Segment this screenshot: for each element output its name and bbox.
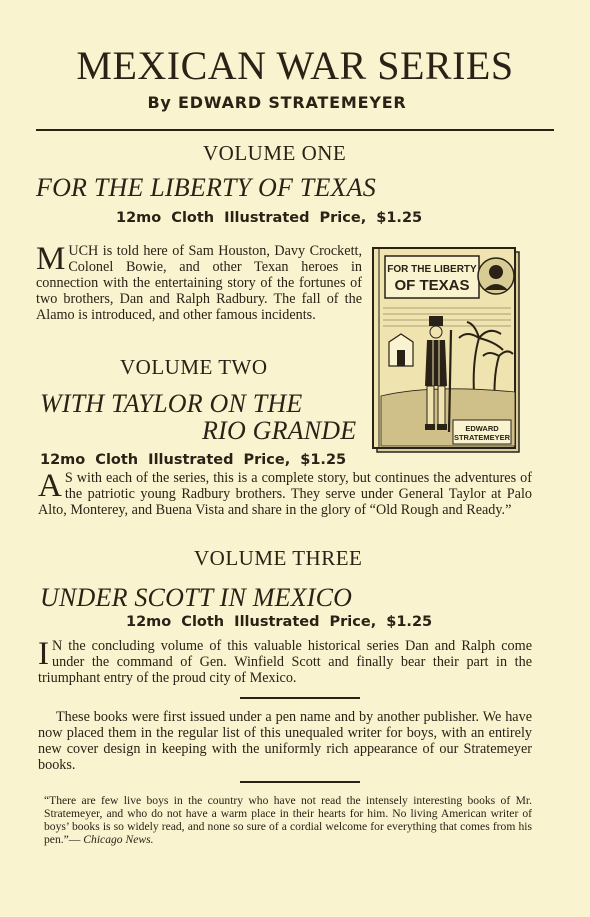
- press-quote-text: “There are few live boys in the country who have not read the intensely interesting books of Mr. Stratemeyer, and who do not have a warm place in their hearts for him. No living American writer of boys’ books is so widely read, and none so sure of a cordial welcome for everything that comes from his pen.”—: [44, 794, 532, 846]
- publisher-note: These books were first issued under a pen name and by another publisher. We have now placed them in the regular list of this unequaled writer for boys, with an entirely new cover design in keeping with the uniformly rich appearance of our Stratemeyer books.: [38, 709, 532, 773]
- cover-title-line1: FOR THE LIBERTY: [387, 264, 477, 275]
- volume-one-text: UCH is told here of Sam Houston, Davy Crockett, Colonel Bowie, and other Texan heroes in connection with the entertaining story of the fortunes of two brothers, Dan and Ralph Radbury. The fall of the Alamo is introduced, and other famous incidents.: [36, 243, 362, 323]
- volume-two-title-line2: RIO GRANDE: [202, 416, 357, 445]
- author-byline: By EDWARD STRATEMEYER: [147, 93, 407, 112]
- volume-one-heading: VOLUME ONE: [203, 141, 347, 165]
- volume-two-heading: VOLUME TWO: [120, 355, 268, 379]
- volume-three-title: UNDER SCOTT IN MEXICO: [40, 583, 353, 612]
- volume-one-description: [36, 243, 362, 323]
- volume-one-title: FOR THE LIBERTY OF TEXAS: [36, 173, 376, 202]
- series-title: MEXICAN WAR SERIES: [76, 43, 514, 88]
- volume-three-description: [38, 638, 532, 686]
- volume-two-text: S with each of the series, this is a complete story, but continues the adventures of the patriotic young Radbury brothers. They serve under General Taylor at Palo Alto, Monterey, and Buena Vista and share in the glory of “Old Rough and Ready.”: [38, 470, 532, 518]
- middle-divider: [240, 697, 360, 699]
- cover-author-line1: EDWARD: [465, 424, 499, 433]
- press-quote: [44, 794, 532, 846]
- top-divider: [36, 129, 554, 131]
- volume-three-price: 12mo Cloth Illustrated Price, $1.25: [126, 614, 433, 630]
- volume-two-title-line1: WITH TAYLOR ON THE: [40, 389, 303, 418]
- volume-two-description: [38, 470, 532, 518]
- volume-three-dropcap: I: [38, 636, 49, 672]
- cover-author-line2: STRATEMEYER: [453, 433, 511, 442]
- volume-three-heading: VOLUME THREE: [194, 546, 363, 570]
- lower-divider: [240, 781, 360, 783]
- cover-title-line2: OF TEXAS: [394, 277, 470, 294]
- volume-two-price: 12mo Cloth Illustrated Price, $1.25: [40, 452, 347, 468]
- volume-one-price: 12mo Cloth Illustrated Price, $1.25: [116, 210, 423, 226]
- volume-two-dropcap: A: [38, 468, 62, 504]
- volume-three-text: N the concluding volume of this valuable historical series Dan and Ralph come under the command of Gen. Winfield Scott and finally bear their part in the triumphant entry of the proud city of Mexico.: [38, 638, 532, 686]
- volume-one-dropcap: M: [36, 241, 66, 277]
- book-cover-illustration: [371, 246, 523, 456]
- press-quote-source: Chicago News.: [83, 833, 154, 846]
